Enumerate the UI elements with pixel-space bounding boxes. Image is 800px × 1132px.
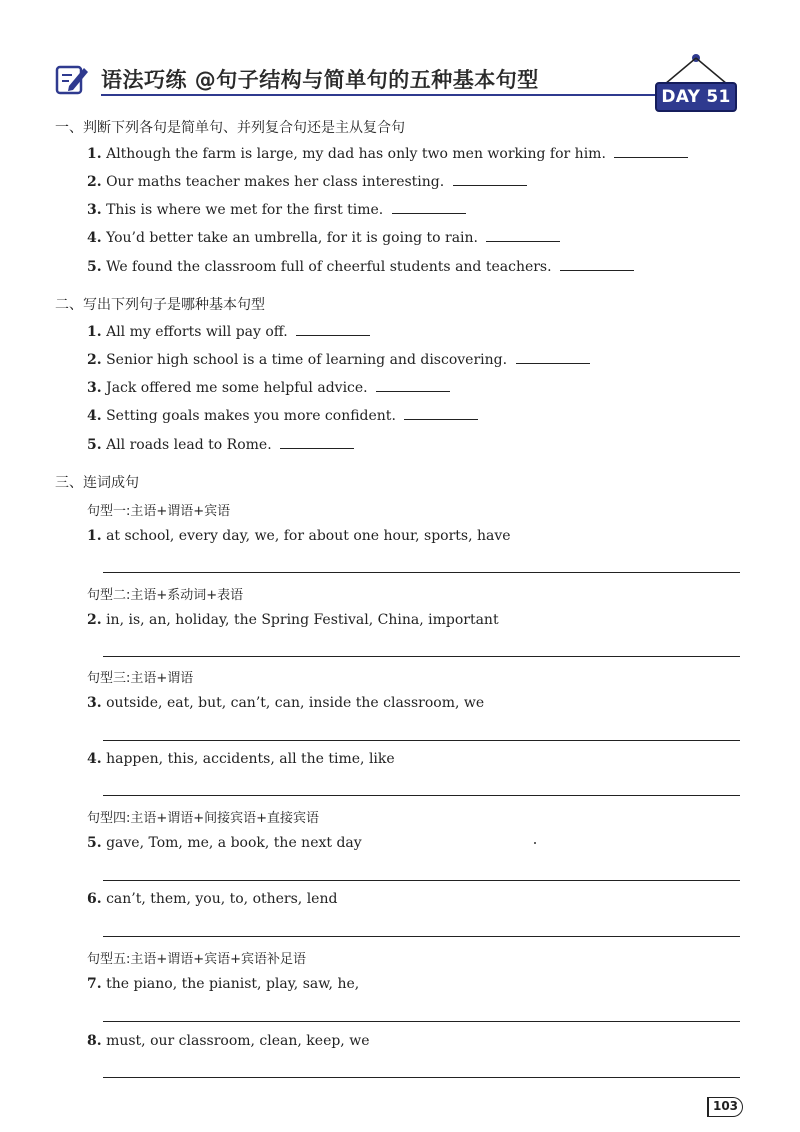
s1-question-4: 4. You’d better take an umbrella, for it is going to rain. xyxy=(87,229,560,246)
answer-blank[interactable] xyxy=(560,258,634,271)
answer-line[interactable] xyxy=(103,1021,740,1022)
answer-line[interactable] xyxy=(103,795,740,796)
section-2-heading: 二、写出下列句子是哪种基本句型 xyxy=(55,297,265,313)
stray-dot xyxy=(534,842,536,844)
s1-question-2: 2. Our maths teacher makes her class interesting. xyxy=(87,173,527,190)
s3-question-1: 1. at school, every day, we, for about one hour, sports, have xyxy=(87,528,511,544)
s2-question-2: 2. Senior high school is a time of learning and discovering. xyxy=(87,351,590,368)
s1-question-3: 3. This is where we met for the first time. xyxy=(87,201,466,218)
answer-blank[interactable] xyxy=(280,436,354,449)
answer-blank[interactable] xyxy=(376,379,450,392)
answer-line[interactable] xyxy=(103,656,740,657)
s2-question-3: 3. Jack offered me some helpful advice. xyxy=(87,379,450,396)
s3-question-2: 2. in, is, an, holiday, the Spring Festival, China, important xyxy=(87,612,499,628)
s3-question-8: 8. must, our classroom, clean, keep, we xyxy=(87,1033,370,1049)
answer-blank[interactable] xyxy=(404,407,478,420)
s3-question-4: 4. happen, this, accidents, all the time, like xyxy=(87,751,395,767)
answer-blank[interactable] xyxy=(516,351,590,364)
s3-question-5: 5. gave, Tom, me, a book, the next day xyxy=(87,835,362,851)
answer-blank[interactable] xyxy=(453,173,527,186)
s2-question-1: 1. All my efforts will pay off. xyxy=(87,323,370,340)
page-number: 103 xyxy=(707,1097,743,1117)
answer-blank[interactable] xyxy=(392,201,466,214)
answer-line[interactable] xyxy=(103,936,740,937)
pencil-note-icon xyxy=(55,62,89,96)
answer-line[interactable] xyxy=(103,1077,740,1078)
page-title: 语法巧练 @句子结构与简单句的五种基本句型 xyxy=(101,68,539,92)
pattern-label: 句型一:主语+谓语+宾语 xyxy=(87,504,231,519)
answer-line[interactable] xyxy=(103,572,740,573)
pattern-label: 句型二:主语+系动词+表语 xyxy=(87,588,244,603)
pattern-label: 句型五:主语+谓语+宾语+宾语补足语 xyxy=(87,952,307,967)
s1-question-5: 5. We found the classroom full of cheerful students and teachers. xyxy=(87,258,634,275)
s3-question-3: 3. outside, eat, but, can’t, can, inside the classroom, we xyxy=(87,695,485,711)
section-1-heading: 一、判断下列各句是简单句、并列复合句还是主从复合句 xyxy=(55,120,405,136)
day-badge: DAY 51 xyxy=(655,82,737,112)
answer-blank[interactable] xyxy=(486,229,560,242)
title-underline xyxy=(101,94,681,96)
s2-question-5: 5. All roads lead to Rome. xyxy=(87,436,354,453)
s1-question-1: 1. Although the farm is large, my dad has only two men working for him. xyxy=(87,145,688,162)
answer-line[interactable] xyxy=(103,880,740,881)
answer-line[interactable] xyxy=(103,740,740,741)
page-header xyxy=(55,58,755,118)
section-3-heading: 三、连词成句 xyxy=(55,475,139,491)
answer-blank[interactable] xyxy=(614,145,688,158)
s3-question-6: 6. can’t, them, you, to, others, lend xyxy=(87,891,338,907)
s3-question-7: 7. the piano, the pianist, play, saw, he, xyxy=(87,976,360,992)
answer-blank[interactable] xyxy=(296,323,370,336)
pattern-label: 句型四:主语+谓语+间接宾语+直接宾语 xyxy=(87,811,320,826)
pattern-label: 句型三:主语+谓语 xyxy=(87,671,194,686)
s2-question-4: 4. Setting goals makes you more confident. xyxy=(87,407,478,424)
